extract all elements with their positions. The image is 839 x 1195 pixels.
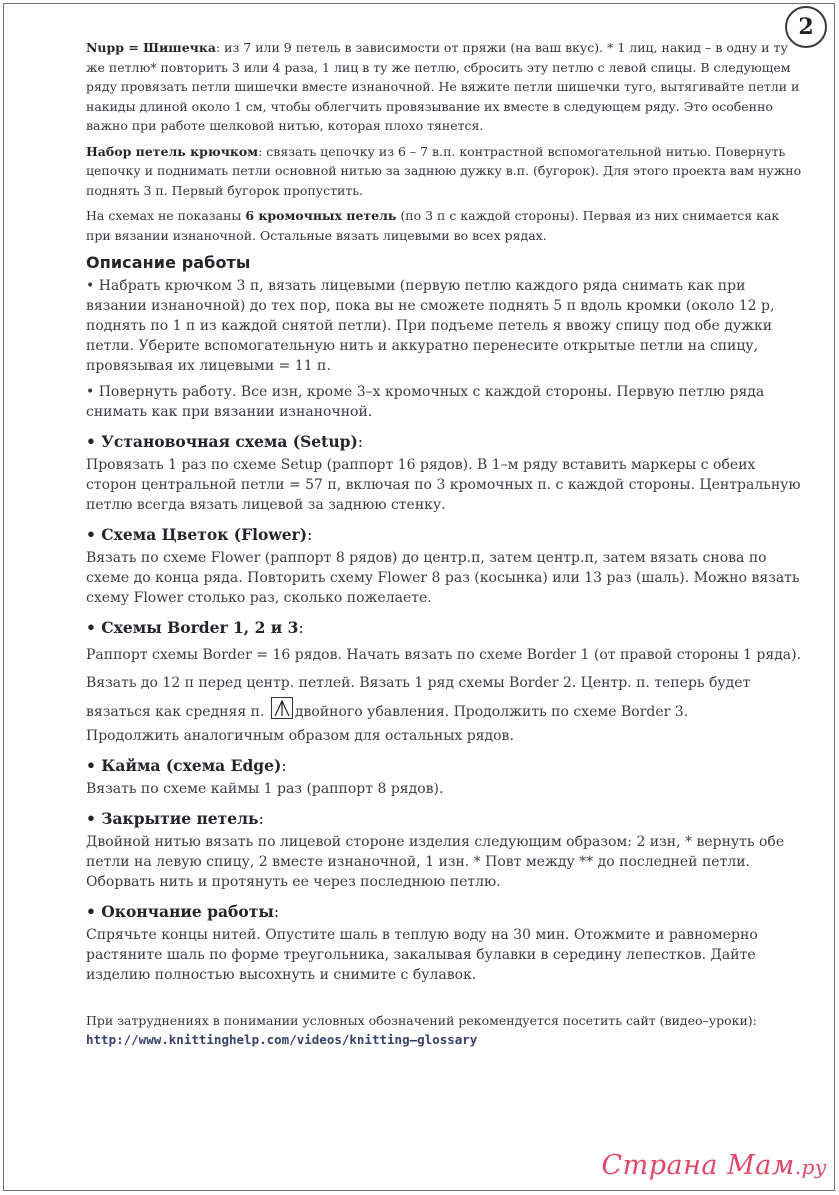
description-paragraph-1: • Набрать крючком 3 п, вязать лицевыми (первую петлю каждого ряда снимать как при вязании изнаночной) до тех пор, пока вы не сможете поднять 5 п вдоль кромки (около 12 р, поднять по 1 п из каждой снятой петли). При подъеме петель я ввожу спицу под обе дужки петли. Уберите вспомогательную нить и аккуратно перенесите открытые петли на спицу, провязывая их лицевыми = 11 п.: [86, 278, 775, 374]
border-heading-colon: :: [298, 619, 304, 637]
description-paragraph-2: • Повернуть работу. Все изн, кроме 3–х кромочных с каждой стороны. Первую петлю ряда снимать как при вязании изнаночной.: [86, 384, 765, 420]
setup-heading-colon: :: [357, 433, 364, 451]
crochet-cast-on-definition: [86, 142, 802, 201]
edge-term: 6 кромочных петель: [245, 208, 397, 223]
bindoff-text: Двойной нитью вязать по лицевой стороне изделия следующим образом: 2 изн, * вернуть обе петли на левую спицу, 2 вместе изнаночной, 1 изн. * Повт между ** до последней петли. Оборвать нить и протянуть ее через последнюю петлю.: [86, 834, 785, 890]
crochet-text: : связать цепочку из 6 – 7 в.п. контрастной вспомогательной нитью. Повернуть цепочку и поднимать петли основной нитью за заднюю дужку в.п. (бугорок). Для этого проекта вам нужно поднять 3 п. Первый бугорок пропустить.: [86, 143, 802, 198]
setup-heading: [86, 432, 802, 451]
setup-text: Провязать 1 раз по схеме Setup (раппорт 16 рядов). В 1–м ряду вставить маркеры с обеих сторон центральной петли = 57 п, включая по 3 кромочных п. с каждой стороны. Центральную петлю всегда вязать лицевой за заднюю стенку.: [86, 457, 801, 513]
watermark-text: Страна Мам: [601, 1150, 795, 1181]
glossary-link[interactable]: http://www.knittinghelp.com/videos/knitting–glossary: [86, 1032, 478, 1047]
bindoff-heading: [86, 809, 802, 828]
edge-pre: На схемах не показаны: [86, 208, 246, 223]
border-text-1: Раппорт схемы Border = 16 рядов. Начать вязать по схеме Border 1 (от правой стороны 1 ряда). Вязать до 12 п перед центр. петлей. Вязать 1 ряд схемы Border 2. Центр. п. теперь будет вязаться как средняя п.: [86, 647, 802, 720]
edge-text: Вязать по схеме каймы 1 раз (раппорт 8 рядов).: [86, 781, 444, 797]
finishing-heading: [86, 902, 802, 921]
edge-heading: [86, 756, 802, 775]
border-text-3: Продолжить аналогичным образом для остальных рядов.: [86, 728, 514, 744]
nupp-text: : из 7 или 9 петель в зависимости от пряжи (на ваш вкус). * 1 лиц, накид – в одну и ту же петлю* повторить 3 или 4 раза, 1 лиц в ту же петлю, сбросить эту петлю с левой спицы. В следующем ряду провязать петли шишечки вместе изнаночной. Не вяжите петли шишечки туго, вытягивайте петли и накиды длиной около 1 см, чтобы облегчить провязывание их вместе в следующем ряду. Это особенно важно при работе шелковой нитью, которая плохо тянется.: [86, 40, 800, 133]
watermark-suffix: .ру: [794, 1155, 827, 1179]
document-content: [86, 38, 802, 1049]
setup-heading-label: • Установочная схема (Setup): [86, 432, 358, 451]
border-heading-label: • Схемы Border 1, 2 и 3: [86, 618, 299, 637]
finishing-text: Спрячьте концы нитей. Опустите шаль в теплую воду на 30 мин. Отожмите и равномерно растяните шаль по форме треугольника, закалывая булавки в середину лепестков. Дайте изделию полностью высохнуть и снимите с булавок.: [86, 927, 758, 983]
flower-heading: [86, 525, 802, 544]
bindoff-heading-colon: :: [258, 810, 264, 828]
edge-stitches-note: [86, 206, 802, 245]
finishing-heading-label: • Окончание работы: [86, 902, 274, 921]
nupp-definition: [86, 38, 802, 136]
page-number: 2: [798, 14, 814, 40]
border-text: [86, 641, 802, 726]
edge-post: (по 3 п с каждой стороны). Первая из них снимается как при вязании изнаночной. Остальные вязать лицевыми во всех рядах.: [86, 208, 780, 243]
footer-note: [86, 1011, 802, 1049]
nupp-term: Nupp = Шишечка: [86, 40, 216, 55]
flower-heading-label: • Схема Цветок (Flower): [86, 525, 308, 544]
flower-heading-colon: :: [307, 526, 313, 544]
edge-heading-colon: :: [281, 757, 287, 775]
finishing-heading-colon: :: [273, 903, 280, 921]
bindoff-heading-label: • Закрытие петель: [86, 809, 259, 828]
border-heading: [86, 618, 802, 637]
footer-note-text: При затруднениях в понимании условных обозначений рекомендуется посетить сайт (видео–уроки):: [86, 1013, 757, 1028]
flower-text: Вязать по схеме Flower (раппорт 8 рядов) до центр.п, затем центр.п, затем вязать снова по схеме до конца ряда. Повторить схему Flower 8 раз (косынка) или 13 раз (шаль). Можно вязать схему Flower столько раз, сколько пожелаете.: [86, 550, 800, 606]
crochet-term: Набор петель крючком: [86, 143, 259, 159]
site-watermark: [601, 1150, 827, 1181]
edge-heading-label: • Кайма (схема Edge): [86, 756, 282, 775]
description-heading: Описание работы: [86, 253, 251, 272]
border-text-2: двойного убавления. Продолжить по схеме Border 3.: [294, 704, 689, 720]
double-decrease-stitch-icon: [271, 697, 293, 719]
